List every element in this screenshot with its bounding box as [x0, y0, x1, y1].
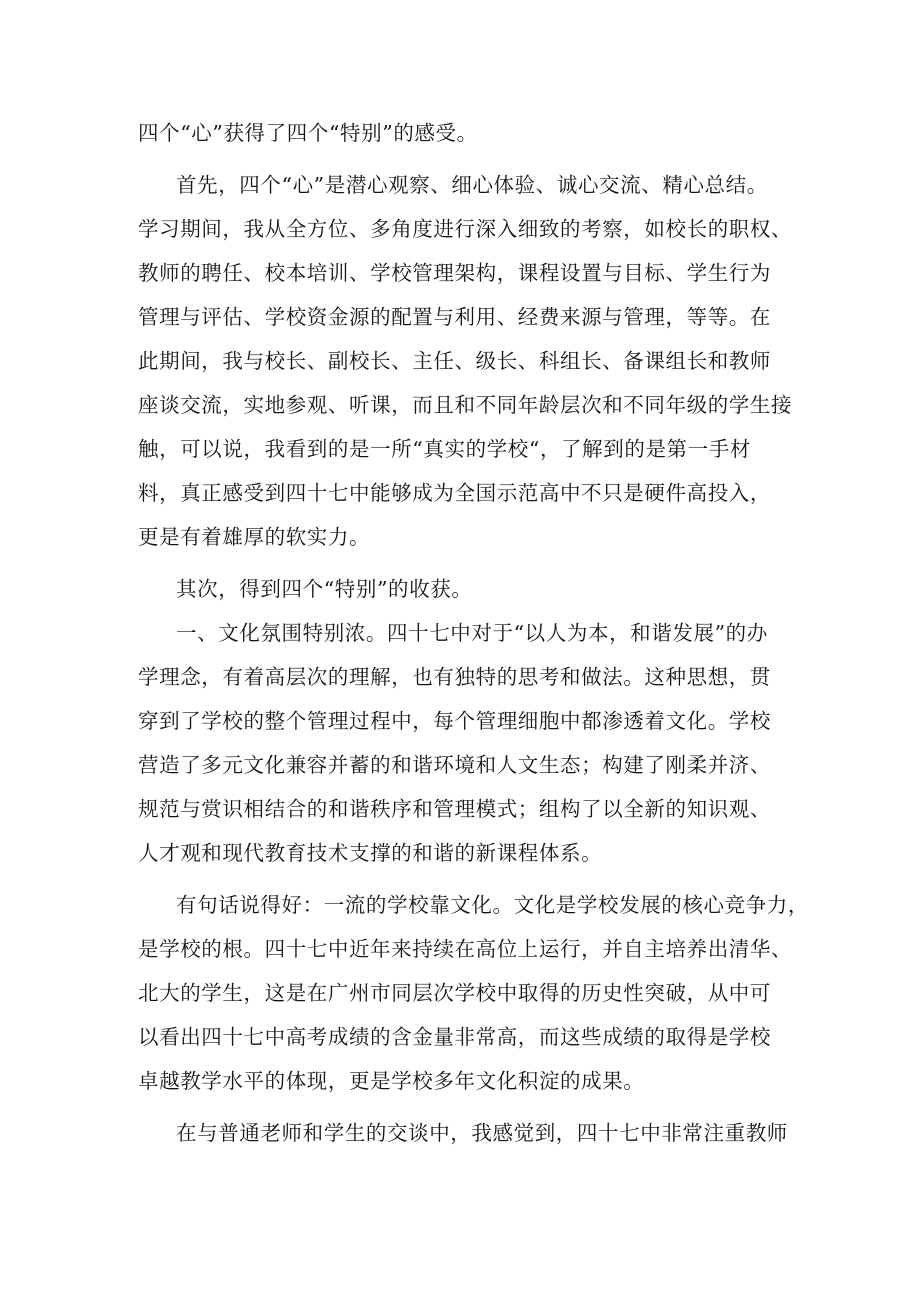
text-line: 规范与赏识相结合的和谐秩序和管理模式；组构了以全新的知识观、 [138, 797, 771, 821]
text-line: 卓越教学水平的体现，更是学校多年文化积淀的成果。 [138, 1069, 645, 1093]
text-line: 座谈交流，实地参观、听课，而且和不同年龄层次和不同年级的学生接 [138, 393, 793, 417]
text-line: 营造了多元文化兼容并蓄的和谐环境和人文生态；构建了刚柔并济、 [138, 753, 771, 777]
text-line: 学理念，有着高层次的理解，也有独特的思考和做法。这种思想，贯 [138, 665, 771, 689]
paragraph-first-line: 在与普通老师和学生的交谈中，我感觉到，四十七中非常注重教师 [176, 1121, 788, 1145]
text-line: 更是有着雄厚的软实力。 [138, 525, 371, 549]
text-line: 人才观和现代教育技术支撑的和谐的新课程体系。 [138, 841, 603, 865]
text-line: 管理与评估、学校资金源的配置与利用、经费来源与管理，等等。在 [138, 305, 771, 329]
paragraph-first-line: 一、文化氛围特别浓。四十七中对于“以人为本，和谐发展”的办 [176, 621, 768, 645]
text-line: 四个“心”获得了四个“特别”的感受。 [138, 121, 478, 145]
text-line: 此期间，我与校长、副校长、主任、级长、科组长、备课组长和教师 [138, 349, 771, 373]
text-line: 触，可以说，我看到的是一所“真实的学校“，了解到的是第一手材 [138, 437, 751, 461]
text-line: 学习期间，我从全方位、多角度进行深入细致的考察，如校长的职权、 [138, 217, 793, 241]
text-line: 北大的学生，这是在广州市同层次学校中取得的历史性突破，从中可 [138, 981, 771, 1005]
text-line: 料，真正感受到四十七中能够成为全国示范高中不只是硬件高投入， [138, 481, 771, 505]
paragraph-first-line: 首先，四个“心”是潜心观察、细心体验、诚心交流、精心总结。 [176, 173, 768, 197]
text-line: 是学校的根。四十七中近年来持续在高位上运行，并自主培养出清华、 [138, 937, 793, 961]
paragraph-first-line: 其次，得到四个“特别”的收获。 [176, 577, 473, 601]
paragraph-first-line: 有句话说得好：一流的学校靠文化。文化是学校发展的核心竞争力， [176, 893, 809, 917]
text-line: 穿到了学校的整个管理过程中，每个管理细胞中都渗透着文化。学校 [138, 709, 771, 733]
text-line: 以看出四十七中高考成绩的含金量非常高，而这些成绩的取得是学校 [138, 1025, 771, 1049]
text-line: 教师的聘任、校本培训、学校管理架构，课程设置与目标、学生行为 [138, 261, 771, 285]
